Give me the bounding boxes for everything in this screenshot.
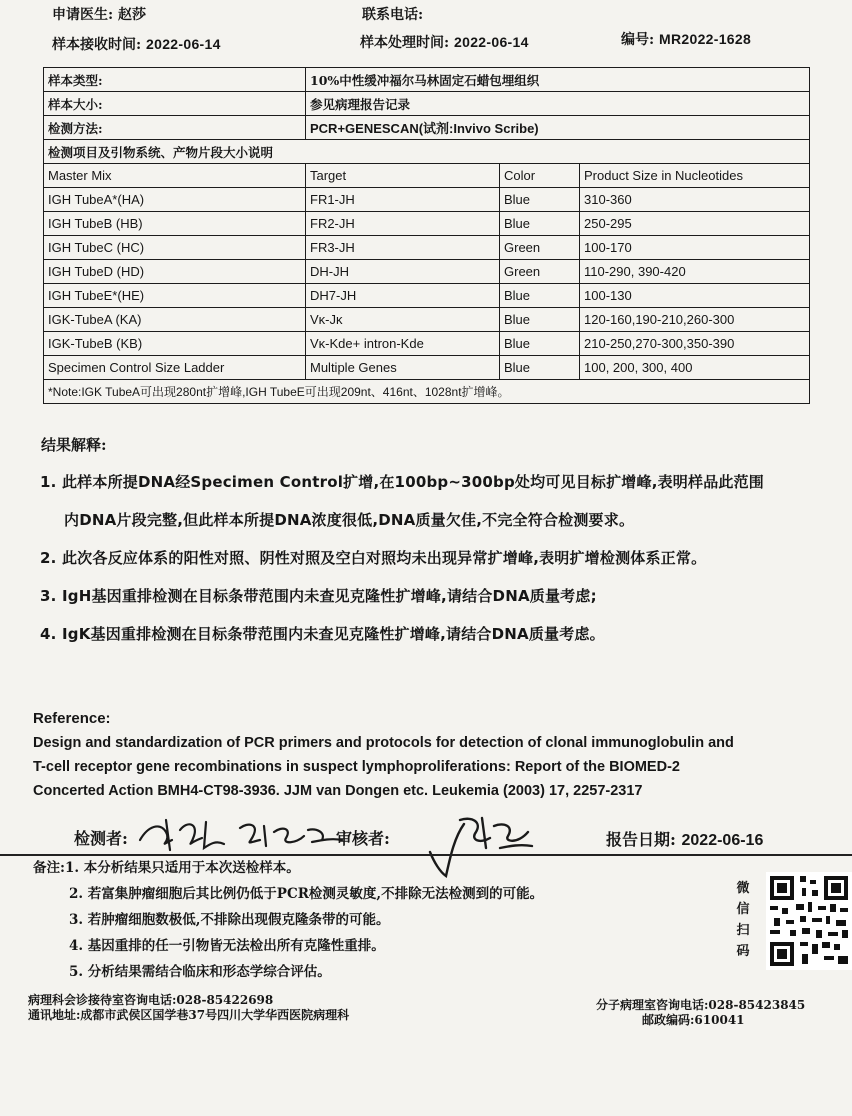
results-title: 结果解释: (41, 436, 107, 454)
table-row (44, 212, 810, 236)
result-item (40, 539, 840, 577)
result-number: 2. (40, 549, 57, 567)
note-item: 5. 分析结果需结合临床和形态学综合评估。 (69, 964, 331, 980)
notes-block (33, 855, 733, 985)
cell-master-mix: Specimen Control Size Ladder (44, 356, 306, 380)
section-title: 检测项目及引物系统、产物片段大小说明 (44, 140, 810, 164)
consult-phone: 病理科会诊接待室咨询电话:028-85422698 (28, 993, 274, 1007)
notes-title: 备注: (33, 860, 65, 876)
table-note-row (44, 380, 810, 404)
report-number-label: 编号: (621, 32, 655, 48)
table-row (44, 308, 810, 332)
process-time-label: 样本处理时间: (360, 35, 450, 51)
table-row (44, 332, 810, 356)
cell-product-size: 120-160,190-210,260-300 (580, 308, 810, 332)
table-header-row (44, 164, 810, 188)
cell-master-mix: IGH TubeA*(HA) (44, 188, 306, 212)
note-item: 1. 本分析结果只适用于本次送检样本。 (64, 860, 300, 876)
cell-target: Vκ-Jκ (306, 308, 500, 332)
cell-product-size: 210-250,270-300,350-390 (580, 332, 810, 356)
cell-color: Blue (500, 212, 580, 236)
receive-time-value: 2022-06-14 (146, 36, 221, 52)
reviewer-label: 审核者: (336, 829, 390, 848)
table-row (44, 356, 810, 380)
info-row-method (44, 116, 810, 140)
report-date (606, 827, 763, 850)
header-master-mix: Master Mix (44, 164, 306, 188)
cell-product-size: 100, 200, 300, 400 (580, 356, 810, 380)
cell-master-mix: IGK-TubeA (KA) (44, 308, 306, 332)
result-number: 3. (40, 587, 57, 605)
contact-phone (362, 4, 423, 24)
footer-right (596, 998, 805, 1028)
receive-time-label: 样本接收时间: (52, 37, 142, 53)
result-item (40, 615, 840, 653)
result-item (40, 463, 840, 539)
cell-color: Green (500, 236, 580, 260)
result-text: IgK基因重排检测在目标条带范围内未查见克隆性扩增峰,请结合DNA质量考虑。 (61, 625, 605, 643)
cell-color: Blue (500, 308, 580, 332)
footer-left (28, 993, 349, 1023)
reference-block (33, 707, 845, 803)
applying-doctor-value: 赵莎 (118, 7, 147, 23)
cell-color: Blue (500, 284, 580, 308)
cell-product-size: 310-360 (580, 188, 810, 212)
header-target: Target (306, 164, 500, 188)
contact-phone-label: 联系电话: (362, 7, 424, 23)
report-number-value: MR2022-1628 (659, 31, 752, 47)
table-note: *Note:IGK TubeA可出现280nt扩增峰,IGH TubeE可出现209nt、416nt、1028nt扩增峰。 (44, 380, 810, 404)
section-title-row (44, 140, 810, 164)
reference-line: Design and standardization of PCR primers and protocols for detection of clonal immunoglobulin and (33, 735, 734, 751)
info-label: 样本类型: (44, 68, 306, 92)
info-value: 参见病理报告记录 (306, 92, 810, 116)
info-row-sample-type (44, 68, 810, 92)
result-item (40, 577, 840, 615)
result-number: 4. (40, 625, 57, 643)
cell-product-size: 100-170 (580, 236, 810, 260)
cell-target: DH-JH (306, 260, 500, 284)
cell-target: Vκ-Kde+ intron-Kde (306, 332, 500, 356)
info-label: 样本大小: (44, 92, 306, 116)
cell-product-size: 110-290, 390-420 (580, 260, 810, 284)
note-item: 4. 基因重排的任一引物皆无法检出所有克隆性重排。 (69, 938, 385, 954)
receive-time (52, 34, 221, 54)
info-row-sample-size (44, 92, 810, 116)
applying-doctor (52, 4, 146, 24)
qr-code-icon[interactable] (766, 872, 852, 970)
table-row (44, 260, 810, 284)
cell-master-mix: IGH TubeE*(HE) (44, 284, 306, 308)
cell-master-mix: IGK-TubeB (KB) (44, 332, 306, 356)
cell-master-mix: IGH TubeC (HC) (44, 236, 306, 260)
result-text: 此样本所提DNA经Specimen Control扩增,在100bp~300bp处均可见目标扩增峰,表明样品此范围 (61, 473, 764, 491)
cell-color: Green (500, 260, 580, 284)
cell-target: FR2-JH (306, 212, 500, 236)
cell-color: Blue (500, 188, 580, 212)
tester-label: 检测者: (74, 829, 128, 848)
reference-line: T-cell receptor gene recombinations in suspect lymphoproliferations: Report of the BIOMED-2 (33, 759, 680, 775)
postal-code: 邮政编码:610041 (642, 1013, 745, 1027)
header-color: Color (500, 164, 580, 188)
result-text: 此次各反应体系的阳性对照、阴性对照及空白对照均未出现异常扩增峰,表明扩增检测体系正常。 (61, 549, 707, 567)
cell-target: Multiple Genes (306, 356, 500, 380)
cell-master-mix: IGH TubeB (HB) (44, 212, 306, 236)
result-text-continued: 内DNA片段完整,但此样本所提DNA浓度很低,DNA质量欠佳,不完全符合检测要求。 (64, 511, 635, 529)
cell-master-mix: IGH TubeD (HD) (44, 260, 306, 284)
process-time (360, 32, 529, 52)
header-product-size: Product Size in Nucleotides (580, 164, 810, 188)
cell-target: DH7-JH (306, 284, 500, 308)
postal-address: 通讯地址:成都市武侯区国学巷37号四川大学华西医院病理科 (28, 1008, 350, 1022)
result-text: IgH基因重排检测在目标条带范围内未查见克隆性扩增峰,请结合DNA质量考虑; (61, 587, 597, 605)
cell-product-size: 100-130 (580, 284, 810, 308)
reference-line: Concerted Action BMH4-CT98-3936. JJM van Dongen etc. Leukemia (2003) 17, 2257-2317 (33, 783, 643, 799)
table-row (44, 236, 810, 260)
report-number (621, 29, 751, 49)
primer-table (43, 67, 810, 404)
info-value: 10%中性缓冲福尔马林固定石蜡包埋组织 (306, 68, 810, 92)
tester-signature (136, 810, 356, 856)
table-row (44, 284, 810, 308)
note-item: 3. 若肿瘤细胞数极低,不排除出现假克隆条带的可能。 (69, 912, 390, 928)
wechat-scan-label: 微信扫码 (736, 881, 750, 959)
cell-target: FR3-JH (306, 236, 500, 260)
reference-title: Reference: (33, 710, 111, 727)
result-number: 1. (40, 473, 57, 491)
note-item: 2. 若富集肿瘤细胞后其比例仍低于PCR检测灵敏度,不排除无法检测到的可能。 (69, 886, 544, 902)
report-date-label: 报告日期: (606, 830, 676, 849)
info-value: PCR+GENESCAN(试剂:Invivo Scribe) (306, 116, 810, 140)
cell-color: Blue (500, 356, 580, 380)
report-date-value: 2022-06-16 (681, 832, 764, 849)
table-row (44, 188, 810, 212)
cell-product-size: 250-295 (580, 212, 810, 236)
cell-target: FR1-JH (306, 188, 500, 212)
cell-color: Blue (500, 332, 580, 356)
process-time-value: 2022-06-14 (454, 34, 529, 50)
applying-doctor-label: 申请医生: (52, 7, 114, 23)
info-label: 检测方法: (44, 116, 306, 140)
molecular-phone: 分子病理室咨询电话:028-85423845 (596, 998, 806, 1012)
